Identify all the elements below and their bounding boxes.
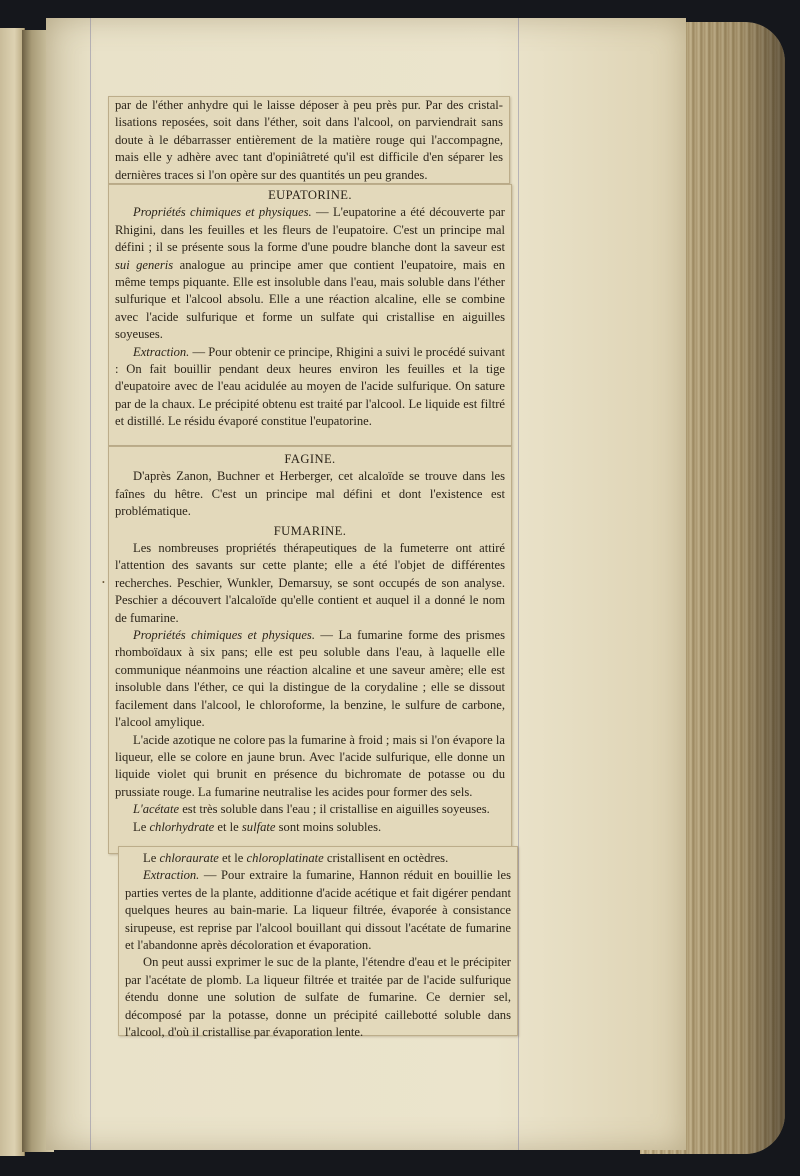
- text-line: mais elle y adhère avec tant d'opiniâtreté qu'il est difficile d'en séparer les: [115, 150, 503, 165]
- subheading-italic: Extraction.: [133, 344, 190, 359]
- margin-mark: •: [102, 578, 105, 587]
- paragraph: Propriétés chimiques et physiques. — L'eupatorine a été découverte par Rhigini, dans les feuilles et les fleurs de l'eupatoire. C'est un principe mal défini ; il se présente sous la forme d'une poudre blanche dont la saveur est sui generis analogue au principe amer que contient l'eupatoire, mais en même temps piquante. Elle est insoluble dans l'eau, mais soluble dans l'éther sulfurique et l'alcool absolu. Elle a une réaction alcaline, elle se combine avec l'acide sulfurique et forme un sulfate qui cristallise en aiguilles soyeuses.: [115, 205, 505, 342]
- clipping-fumarine-continued: [118, 846, 518, 1040]
- paragraph: L'acétate est très soluble dans l'eau ; il cristallise en aiguilles soyeuses.: [133, 802, 490, 817]
- text-line: dernières traces si l'on opère sur des quantités un peu grandes.: [115, 167, 428, 182]
- subheading-italic: Propriétés chimiques et physiques.: [133, 205, 312, 220]
- paragraph: Extraction. — Pour obtenir ce principe, Rhigini a suivi le procédé suivant : On fait bouillir pendant deux heures environ les feuilles et la tige d'eupatoire avec de l'eau acidulée au moyen de l'acide sulfurique. On sature par de la chaux. Le précipité obtenu est traité par l'alcool. Le liquide est filtré et distillé. Le résidu évaporé constitue l'eupatorine.: [115, 344, 505, 429]
- paragraph: On peut aussi exprimer le suc de la plante, l'étendre d'eau et le précipiter par l'acétate de plomb. La liqueur filtrée et traitée par de l'acide sulfurique étendu donne une solution de sulfate de fumarine. Ce dernier sel, décomposé par la potasse, donne un précipité caillebotté soluble dans l'alcool, d'où il cristallise par évaporation lente.: [125, 955, 511, 1040]
- paragraph: Le chlorhydrate et le sulfate sont moins solubles.: [133, 819, 382, 834]
- paragraph: Propriétés chimiques et physiques. — La fumarine forme des prismes rhomboïdaux à six pans; elle est peu soluble dans l'eau, à laquelle elle communique néanmoins une réaction alcaline et une saveur amère; elle est insoluble dans l'éther, ce qui la distingue de la corydaline ; elle se dissout facilement dans l'alcool, le chloroforme, la benzine, le sulfure de carbone, l'alcool amylique.: [115, 628, 505, 730]
- subheading-italic: Propriétés chimiques et physiques.: [133, 628, 315, 643]
- clipping-eupatorine: [108, 184, 512, 446]
- paragraph: Extraction. — Pour extraire la fumarine, Hannon réduit en bouillie les parties vertes de la plante, additionne d'acide acétique et fait digérer pendant quelques heures au bain-marie. La liqueur filtrée, évaporée à consistance sirupeuse, est reprise par l'alcool bouillant qui dissout l'acétate de fumarine et l'abandonne après décoloration et évaporation.: [125, 868, 511, 953]
- clipping-fagine-fumarine: [108, 446, 512, 854]
- clipping-continuation: [108, 96, 510, 184]
- paragraph: Les nombreuses propriétés thérapeutiques de la fumeterre ont attiré l'attention des savants sur cette plante; elle a été l'objet de différentes recherches. Peschier, Wunkler, Demarsuy, se sont occupés de son analyse. Peschier a découvert l'alcaloïde qu'elle contient et auquel il a donné le nom de fumarine.: [115, 541, 505, 625]
- text-line: lisations reposées, soit dans l'éther, soit dans l'alcool, on parviendrait sans: [115, 115, 503, 130]
- margin-rule-right: [518, 18, 519, 1150]
- subheading-italic: Extraction.: [143, 868, 200, 883]
- paragraph: L'acide azotique ne colore pas la fumarine à froid ; mais si l'on évapore la liqueur, elle se colore en jaune brun. Avec l'acide sulfurique, elle donne un liquide violet qui brunit en présence du bichromate de potasse ou du prussiate rouge. La fumarine neutralise les acides pour former des sels.: [115, 732, 505, 799]
- text-line: doute à le débarrasser entièrement de la matière rouge qui l'accompagne,: [115, 132, 503, 147]
- section-heading-fumarine: FUMARINE.: [273, 523, 347, 538]
- paragraph: D'après Zanon, Buchner et Herberger, cet alcaloïde se trouve dans les faînes du hêtre. C'est un principe mal défini et dont l'existence est problématique.: [115, 469, 505, 519]
- margin-rule-left: [90, 18, 91, 1150]
- section-heading-fagine: FAGINE.: [284, 452, 336, 466]
- text-line: par de l'éther anhydre qui le laisse déposer à peu près pur. Par des cristal-: [115, 98, 503, 112]
- paragraph: Le chloraurate et le chloroplatinate cristallisent en octèdres.: [143, 851, 449, 865]
- section-heading-eupatorine: EUPATORINE.: [268, 188, 352, 202]
